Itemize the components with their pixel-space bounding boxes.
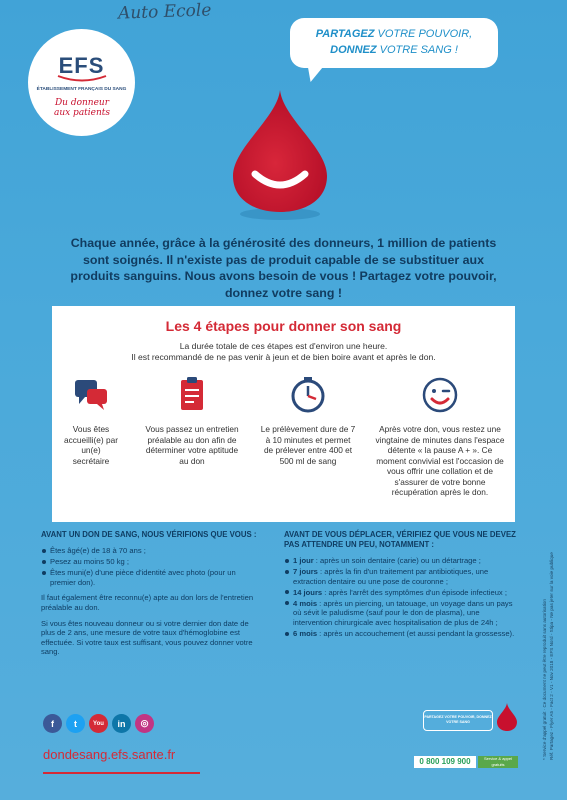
waiting-list <box>284 556 519 639</box>
steps-panel <box>52 306 515 522</box>
step-1-text: Vous êtes accueilli(e) par un(e) secrétaire <box>64 424 118 466</box>
instagram-icon[interactable]: ◎ <box>135 714 154 733</box>
youtube-icon[interactable]: You <box>89 714 108 733</box>
step-2 <box>136 375 248 466</box>
slogan-line2: DONNEZ VOTRE SANG ! <box>330 44 458 56</box>
step-3 <box>252 375 364 466</box>
eligibility-column <box>41 530 259 657</box>
url-underline <box>43 772 200 774</box>
efs-logo <box>28 29 135 136</box>
logo-swoosh-icon <box>56 73 108 83</box>
step-3-text: Le prélèvement dure de 7 à 10 minutes et permet de prélever entre 400 et 500 ml de sang <box>260 424 356 466</box>
list-item: 7 jours : après la fin d'un traitement par antibiotiques, une extraction dentaire ou une pose de couronne ; <box>284 567 519 586</box>
list-item: 6 mois : après un accouchement (et aussi pendant la grossesse). <box>284 629 519 639</box>
facebook-icon[interactable]: f <box>43 714 62 733</box>
free-call-badge: Service & appel gratuits <box>478 756 518 768</box>
phone-number[interactable]: 0 800 109 900 <box>414 756 476 768</box>
slogan-bubble <box>290 18 498 68</box>
steps-subtitle-line1: La durée totale de ces étapes est d'environ une heure. <box>179 341 388 351</box>
eligibility-list <box>41 546 259 587</box>
steps-subtitle-line2: Il est recommandé de ne pas venir à jeun et de bien boire avant et après le don. <box>131 352 436 362</box>
logo-tagline-line1: Du donneur <box>54 98 110 108</box>
steps-subtitle <box>52 341 515 363</box>
list-item: Êtes muni(e) d'une pièce d'identité avec photo (pour un premier don). <box>41 568 259 587</box>
slogan-line1: PARTAGEZ VOTRE POUVOIR, <box>315 28 473 40</box>
list-item: 14 jours : après l'arrêt des symptômes d'un épisode infectieux ; <box>284 588 519 598</box>
wink-smiley-icon <box>420 375 460 415</box>
step-4 <box>370 375 510 498</box>
list-item: 4 mois : après un piercing, un tatouage, un voyage dans un pays où sévit le paludisme (sauf pour le don de plasma), une intervention chirurgicale avec hospitalisation de plus de 24h ; <box>284 599 519 628</box>
bubble-tail <box>303 64 326 82</box>
small-blood-drop-icon <box>495 702 519 732</box>
handwritten-note: Auto Ecole <box>117 0 212 24</box>
list-item: 1 jour : après un soin dentaire (carie) ou un détartrage ; <box>284 556 519 566</box>
step-4-text: Après votre don, vous restez une vingtaine de minutes dans l'espace détente « la pause A + ». Ce moment convivial est l'occasion de vous offrir une collation et de s'assurer de votre bonne récupération après le don. <box>375 424 505 497</box>
logo-name: EFS <box>58 53 105 78</box>
clipboard-icon <box>172 375 212 415</box>
social-links <box>43 714 154 733</box>
step-2-text: Vous passez un entretien préalable au don afin de déterminer votre aptitude au don <box>145 424 239 466</box>
print-reference-2: * Service d'appel gratuit · Ce document ne peut être reproduit sans autorisation <box>542 599 547 760</box>
eligibility-note-2: Si vous êtes nouveau donneur ou si votre dernier don date de plus de 2 ans, une mesure de votre taux d'hémoglobine est effectuée. Si votre taux est suffisant, vous pouvez donner votre sang. <box>41 618 253 657</box>
website-link[interactable]: dondesang.efs.sante.fr <box>43 747 176 762</box>
mini-slogan-bubble: PARTAGEZ VOTRE POUVOIR, DONNEZ VOTRE SANG <box>423 710 493 731</box>
eligibility-heading: AVANT UN DON DE SANG, NOUS VÉRIFIONS QUE VOUS : <box>41 530 257 539</box>
twitter-icon[interactable]: t <box>66 714 85 733</box>
linkedin-icon[interactable]: in <box>112 714 131 733</box>
intro-text: Chaque année, grâce à la générosité des donneurs, 1 million de patients sont soignés. Il n'existe pas de produit capable de se substituer aux produits sanguins. Nous avons besoin de vous ! Partagez votre pouvoir, donnez votre sang ! <box>70 236 497 300</box>
waiting-periods-column <box>284 530 519 640</box>
logo-tagline-line2: aux patients <box>53 108 111 118</box>
clock-icon <box>288 375 328 415</box>
logo-org-name: ÉTABLISSEMENT FRANÇAIS DU SANG <box>36 87 127 92</box>
list-item: Êtes âgé(e) de 18 à 70 ans ; <box>41 546 259 556</box>
chat-bubbles-icon <box>71 375 111 415</box>
steps-title: Les 4 étapes pour donner son sang <box>165 318 402 334</box>
eligibility-note-1: Il faut également être reconnu(e) apte au don lors de l'entretien préalable au don. <box>41 593 254 612</box>
list-item: Pesez au moins 50 kg ; <box>41 557 259 567</box>
waiting-heading: AVANT DE VOUS DÉPLACER, VÉRIFIEZ QUE VOUS NE DEVEZ PAS ATTENDRE UN PEU, NOTAMMENT : <box>284 530 516 549</box>
logo-tagline <box>38 98 126 118</box>
print-reference: Réf. Partagez - Flyer A5 - Fact 2 - V1 - Nov 2018 - EFS Nord - Stipa - Ne pas jeter sur la voie publique <box>549 552 554 760</box>
blood-drop-icon <box>215 88 345 228</box>
step-1 <box>52 375 130 466</box>
